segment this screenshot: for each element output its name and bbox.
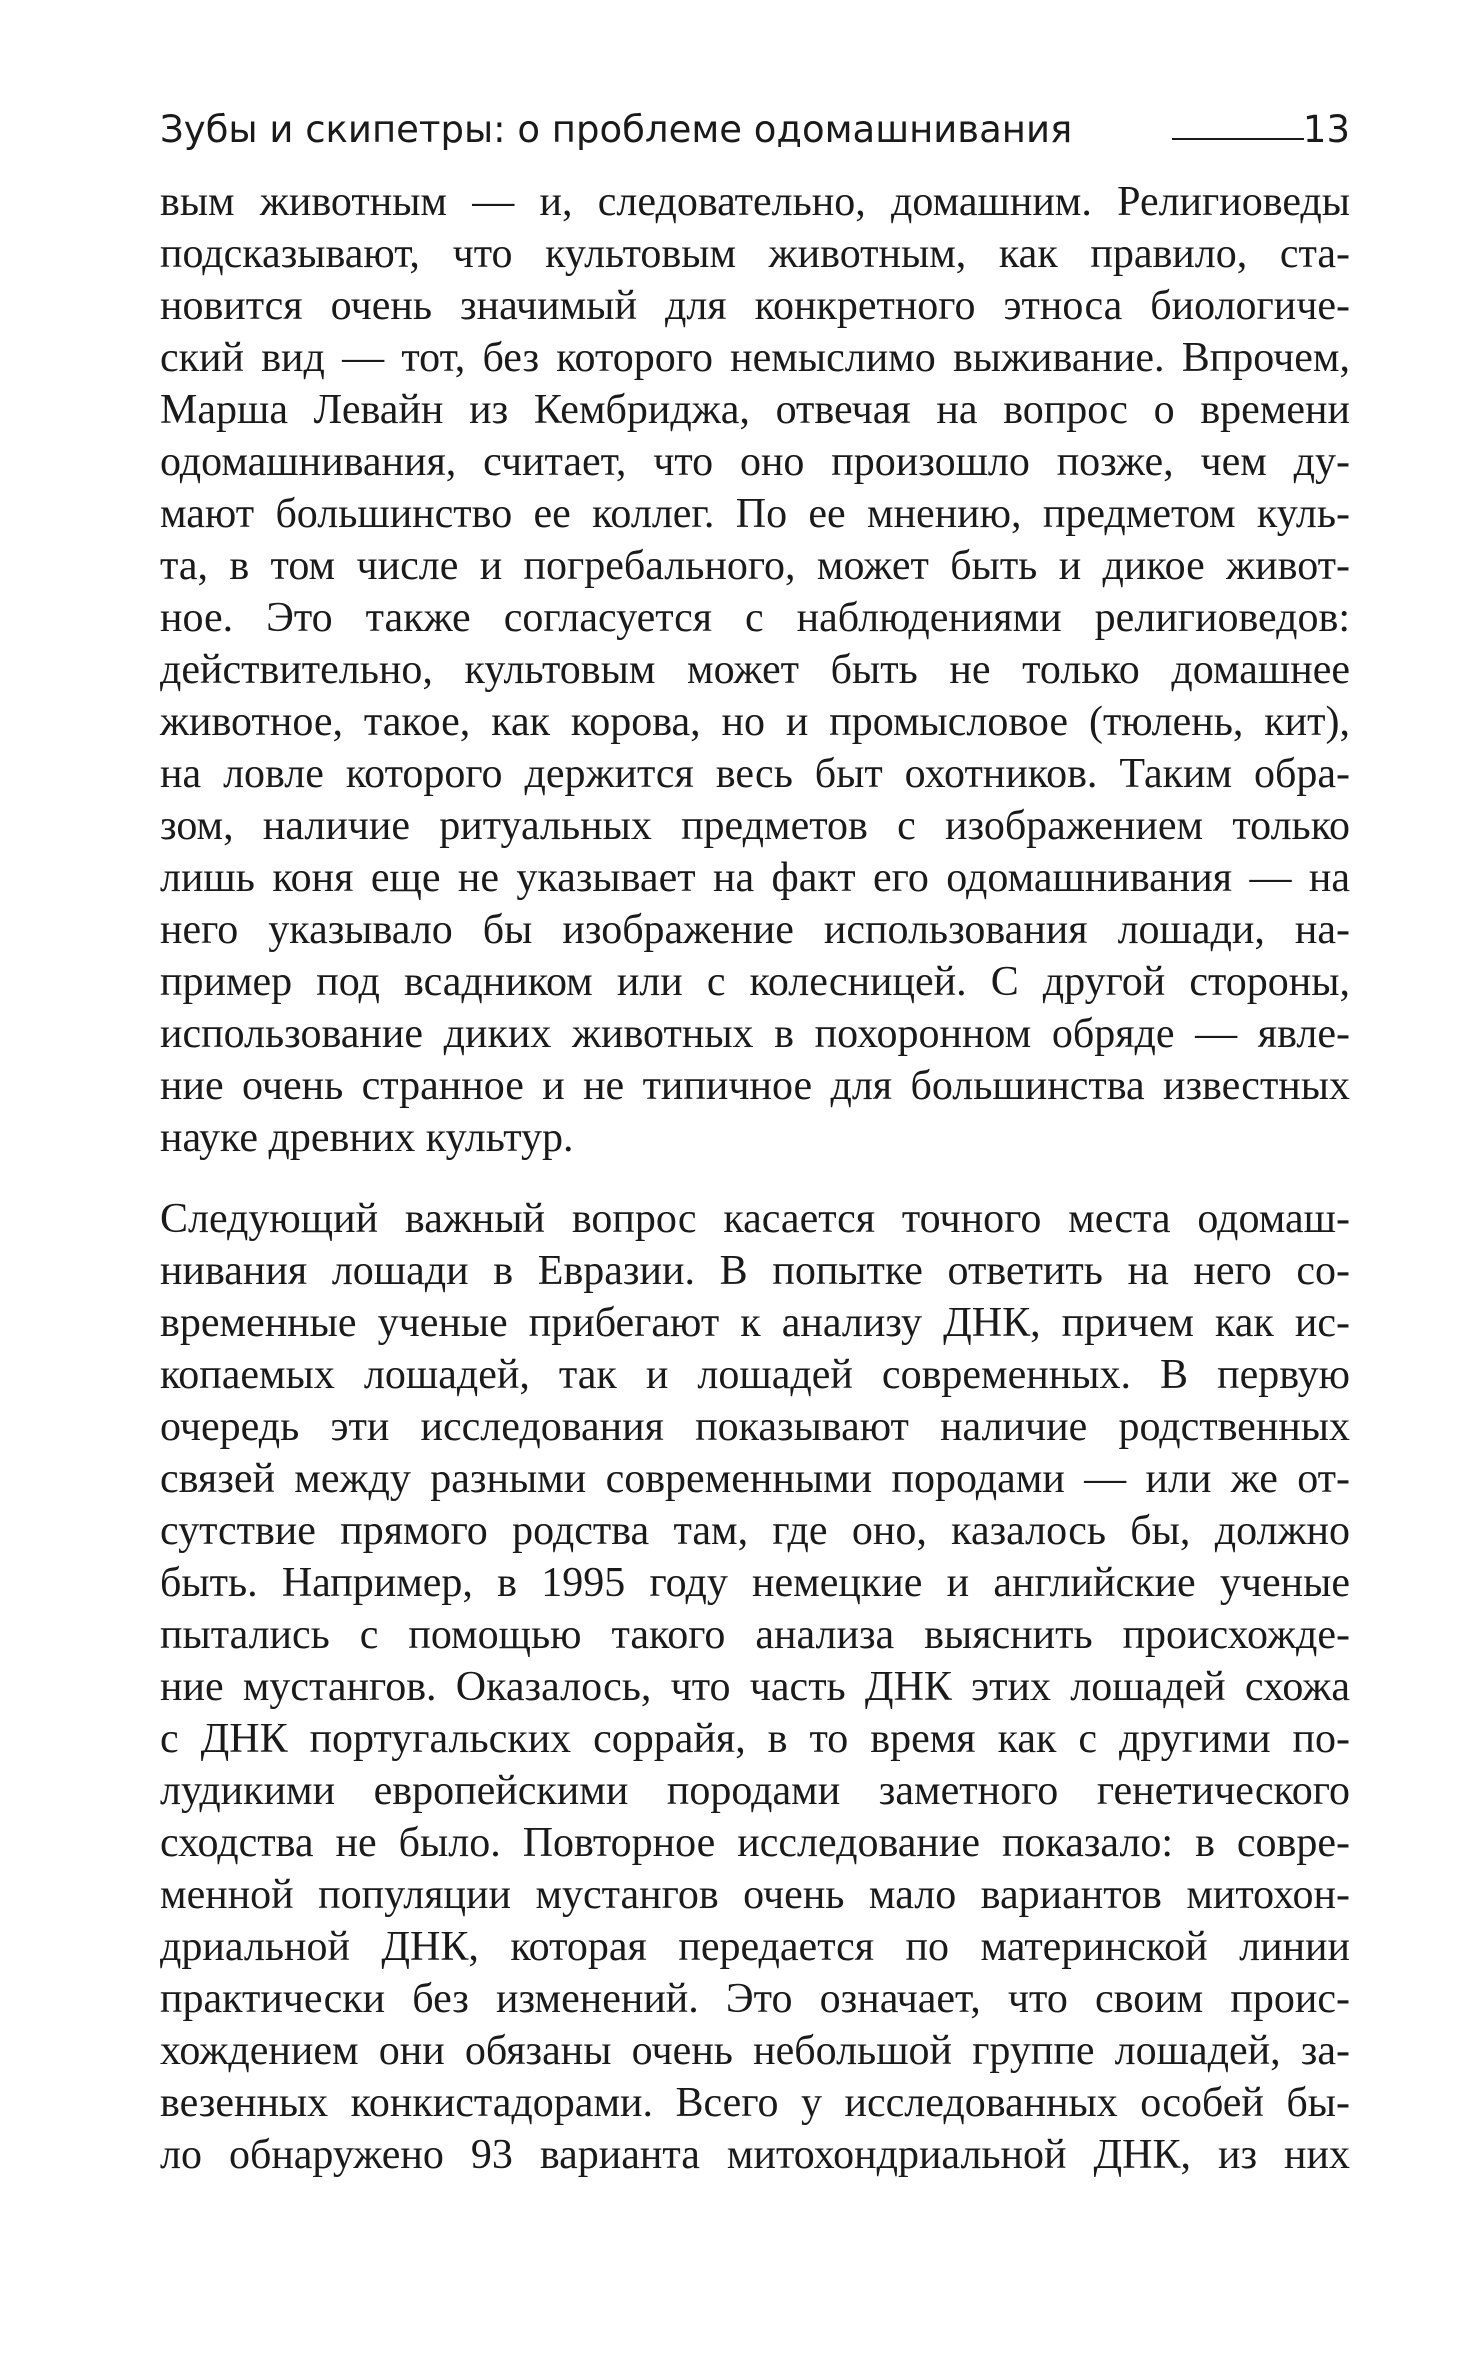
text-line: ло обнаружено 93 варианта митохондриальной ДНК, из них	[160, 2132, 1350, 2178]
text-line: связей между разными современными породами — или же от-	[160, 1456, 1350, 1502]
text-line: подсказывают, что культовым животным, как правило, ста-	[160, 231, 1350, 277]
text-line: лишь коня еще не указывает на факт его одомашнивания — на	[160, 855, 1350, 901]
text-line: пытались с помощью такого анализа выяснить происхожде-	[160, 1612, 1350, 1658]
text-line: ние очень странное и не типичное для большинства известных	[160, 1063, 1350, 1109]
text-line: ное. Это также согласуется с наблюдениями религиоведов:	[160, 595, 1350, 641]
text-line: действительно, культовым может быть не только домашнее	[160, 647, 1350, 693]
text-line: менной популяции мустангов очень мало вариантов митохон-	[160, 1872, 1350, 1918]
text-line: нивания лошади в Евразии. В попытке ответить на него со-	[160, 1248, 1350, 1294]
paragraph-2	[160, 1193, 1350, 2181]
text-line: него указывало бы изображение использования лошади, на-	[160, 907, 1350, 953]
text-line: ский вид — тот, без которого немыслимо выживание. Впрочем,	[160, 335, 1350, 381]
text-line: вым животным — и, следовательно, домашним. Религиоведы	[160, 179, 1350, 225]
text-line: копаемых лошадей, так и лошадей современных. В первую	[160, 1352, 1350, 1398]
text-line: пример под всадником или с колесницей. С другой стороны,	[160, 959, 1350, 1005]
text-line: быть. Например, в 1995 году немецкие и английские ученые	[160, 1560, 1350, 1606]
page-number: 13	[1302, 108, 1350, 151]
header-rule	[1172, 138, 1304, 140]
text-line: та, в том числе и погребального, может быть и дикое живот-	[160, 543, 1350, 589]
text-line: зом, наличие ритуальных предметов с изображением только	[160, 803, 1350, 849]
text-line: на ловле которого держится весь быт охотников. Таким обра-	[160, 751, 1350, 797]
running-head	[160, 100, 1350, 160]
text-line: везенных конкистадорами. Всего у исследованных особей бы-	[160, 2080, 1350, 2126]
text-line: сутствие прямого родства там, где оно, казалось бы, должно	[160, 1508, 1350, 1554]
text-line: лудикими европейскими породами заметного генетического	[160, 1768, 1350, 1814]
text-line: животное, такое, как корова, но и промысловое (тюлень, кит),	[160, 699, 1350, 745]
text-line: сходства не было. Повторное исследование показало: в совре-	[160, 1820, 1350, 1866]
text-line: использование диких животных в похоронном обряде — явле-	[160, 1011, 1350, 1057]
text-line: новится очень значимый для конкретного этноса биологиче-	[160, 283, 1350, 329]
running-title: Зубы и скипетры: о проблеме одомашнивания	[160, 108, 1073, 151]
paragraph-1	[160, 176, 1350, 1164]
text-line: Следующий важный вопрос касается точного места одомаш-	[160, 1196, 1350, 1242]
text-line: практически без изменений. Это означает, что своим проис-	[160, 1976, 1350, 2022]
text-line: Марша Левайн из Кембриджа, отвечая на вопрос о времени	[160, 387, 1350, 433]
text-line: хождением они обязаны очень небольшой группе лошадей, за-	[160, 2028, 1350, 2074]
text-line: временные ученые прибегают к анализу ДНК, причем как ис-	[160, 1300, 1350, 1346]
text-line: ние мустангов. Оказалось, что часть ДНК этих лошадей схожа	[160, 1664, 1350, 1710]
text-line: мают большинство ее коллег. По ее мнению, предметом куль-	[160, 491, 1350, 537]
text-line: очередь эти исследования показывают наличие родственных	[160, 1404, 1350, 1450]
text-line: науке древних культур.	[160, 1115, 574, 1161]
text-line: с ДНК португальских соррайя, в то время как с другими по-	[160, 1716, 1350, 1762]
text-line: дриальной ДНК, которая передается по материнской линии	[160, 1924, 1350, 1970]
text-line: одомашнивания, считает, что оно произошло позже, чем ду-	[160, 439, 1350, 485]
